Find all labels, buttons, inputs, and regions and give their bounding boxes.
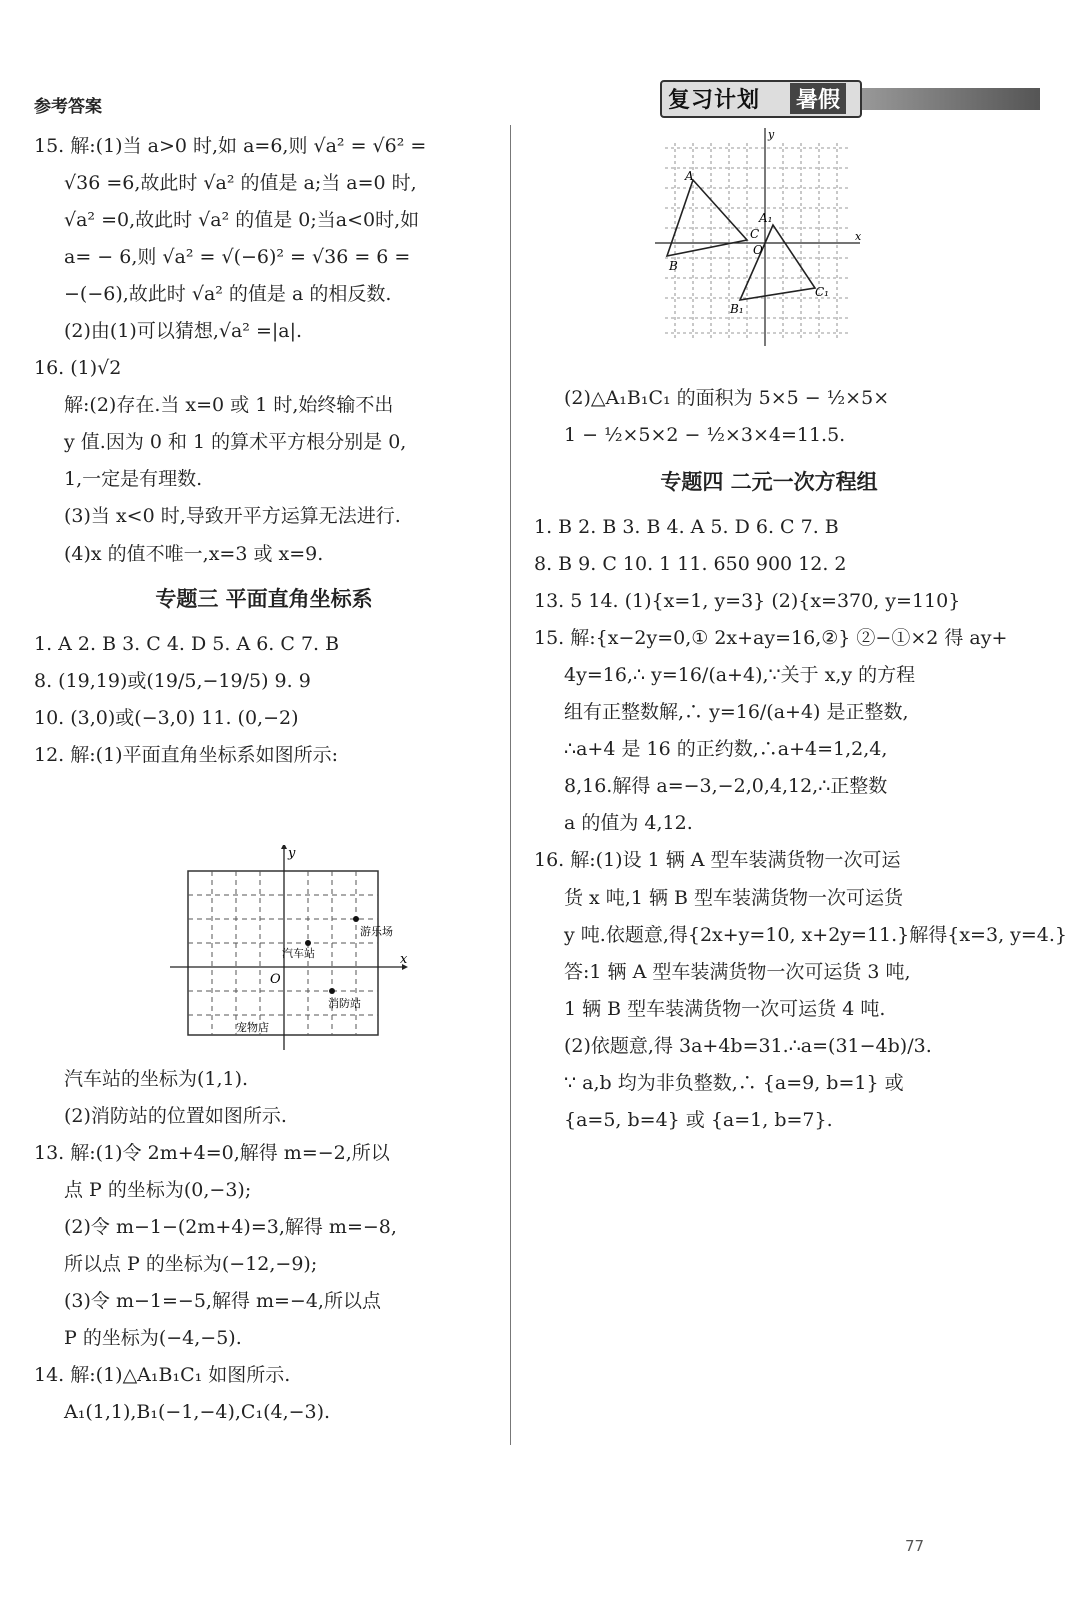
banner-decoration xyxy=(860,88,1040,110)
tri-y-label: y xyxy=(768,128,775,141)
map-figure xyxy=(170,845,415,1055)
text-line: (3)当 x<0 时,导致开平方运算无法进行. xyxy=(64,505,401,528)
y-label: y xyxy=(288,846,296,861)
label-o: O xyxy=(753,243,763,257)
text-line: 1. B 2. B 3. B 4. A 5. D 6. C 7. B xyxy=(534,516,839,539)
text-line: (2)依题意,得 3a+4b=31.∴a=(31−4b)/3. xyxy=(564,1034,932,1057)
text-line: 1. A 2. B 3. C 4. D 5. A 6. C 7. B xyxy=(34,632,340,655)
text-line: {a=5, b=4} 或 {a=1, b=7}. xyxy=(564,1108,833,1131)
text-line: √36 =6,故此时 √a² 的值是 a;当 a=0 时, xyxy=(64,172,417,195)
x-label: x xyxy=(400,952,408,967)
label-c1: C₁ xyxy=(815,285,829,299)
text-line: 4y=16,∴ y=16/(a+4),∵关于 x,y 的方程 xyxy=(564,664,916,687)
left-column xyxy=(34,128,494,774)
left-column-lower xyxy=(34,1061,494,1431)
section-title-3: 专题三 平面直角坐标系 xyxy=(155,586,373,611)
text-line: A₁(1,1),B₁(−1,−4),C₁(4,−3). xyxy=(64,1401,331,1424)
text-line: (2)消防站的位置如图所示. xyxy=(64,1105,287,1128)
text-line: 10. (3,0)或(−3,0) 11. (0,−2) xyxy=(34,706,299,729)
text-line: 点 P 的坐标为(0,−3); xyxy=(64,1179,252,1202)
text-line: 组有正整数解,∴ y=16/(a+4) 是正整数, xyxy=(564,701,909,724)
triangle-abc xyxy=(667,180,747,256)
text-line: 汽车站的坐标为(1,1). xyxy=(64,1068,249,1090)
text-line: 15. 解:{x−2y=0,① 2x+ay=16,②} ②−①×2 得 ay+ xyxy=(534,627,1008,650)
triangle-figure xyxy=(655,128,865,348)
text-line: 14. 解:(1)△A₁B₁C₁ 如图所示. xyxy=(34,1364,291,1387)
y-arrow xyxy=(281,845,287,849)
column-divider xyxy=(510,125,511,1445)
text-line: 8. B 9. C 10. 1 11. 650 900 12. 2 xyxy=(534,553,847,576)
right-column xyxy=(534,380,1068,1139)
text-line: (2)△A₁B₁C₁ 的面积为 5×5 − ½×5× xyxy=(564,387,890,409)
label-a1: A₁ xyxy=(759,211,773,225)
fire-station-dot xyxy=(329,988,335,994)
title-banner xyxy=(660,80,1030,116)
banner-subtitle: 暑假 xyxy=(790,83,846,114)
text-line: ∵ a,b 均为非负整数,∴ {a=9, b=1} 或 xyxy=(564,1071,904,1094)
bus-label: 汽车站 xyxy=(282,947,315,960)
text-line: 15. 解:(1)当 a>0 时,如 a=6,则 √a² = √6² = xyxy=(34,135,427,157)
text-line: (3)令 m−1=−5,解得 m=−4,所以点 xyxy=(64,1290,381,1313)
banner-title: 复习计划 xyxy=(668,88,761,113)
text-line: (4)x 的值不唯一,x=3 或 x=9. xyxy=(64,542,324,565)
text-line: 8,16.解得 a=−3,−2,0,4,12,∴正整数 xyxy=(564,775,888,798)
park-label: 游乐场 xyxy=(360,925,393,938)
text-line: P 的坐标为(−4,−5). xyxy=(64,1327,242,1350)
label-b1: B₁ xyxy=(730,302,744,316)
text-line: (2)令 m−1−(2m+4)=3,解得 m=−8, xyxy=(64,1216,397,1239)
text-line: 12. 解:(1)平面直角坐标系如图所示: xyxy=(34,743,338,766)
pet-label: 宠物店 xyxy=(236,1021,269,1034)
section-title-4: 专题四 二元一次方程组 xyxy=(660,470,878,495)
origin-label: O xyxy=(270,972,281,987)
text-line: 所以点 P 的坐标为(−12,−9); xyxy=(64,1253,318,1276)
text-line: 16. 解:(1)设 1 辆 A 型车装满货物一次可运 xyxy=(534,849,901,872)
text-line: 1 辆 B 型车装满货物一次可运货 4 吨. xyxy=(564,997,886,1020)
text-line: 8. (19,19)或(19/5,−19/5) 9. 9 xyxy=(34,669,311,692)
text-line: 解:(2)存在.当 x=0 或 1 时,始终输不出 xyxy=(64,394,394,417)
text-line: (2)由(1)可以猜想,√a² =|a|. xyxy=(64,320,303,343)
text-line: 13. 解:(1)令 2m+4=0,解得 m=−2,所以 xyxy=(34,1142,390,1165)
text-line: √a² =0,故此时 √a² 的值是 0;当a<0时,如 xyxy=(64,209,420,232)
park-dot xyxy=(353,916,359,922)
text-line: a= − 6,则 √a² = √(−6)² = √36 = 6 = xyxy=(64,246,411,269)
header-label: 参考答案 xyxy=(34,97,102,117)
text-line: 13. 5 14. (1){x=1, y=3} (2){x=370, y=110} xyxy=(534,590,961,613)
text-line: 货 x 吨,1 辆 B 型车装满货物一次可运货 xyxy=(564,886,904,909)
fire-label: 消防站 xyxy=(328,997,361,1010)
text-line: 答:1 辆 A 型车装满货物一次可运货 3 吨, xyxy=(564,960,911,983)
bus-station-dot xyxy=(305,940,311,946)
text-line: 16. (1)√2 xyxy=(34,357,122,380)
label-c: C xyxy=(750,227,760,241)
text-line: y 吨.依题意,得{2x+y=10, x+2y=11.}解得{x=3, y=4.} xyxy=(564,923,1068,946)
tri-x-label: x xyxy=(855,230,862,243)
text-line: −(−6),故此时 √a² 的值是 a 的相反数. xyxy=(64,283,392,306)
label-b: B xyxy=(669,259,678,273)
text-line: 1,一定是有理数. xyxy=(64,468,203,491)
text-line: ∴a+4 是 16 的正约数,∴a+4=1,2,4, xyxy=(564,738,888,761)
page-number: 77 xyxy=(905,1537,925,1555)
text-line: 1 − ½×5×2 − ½×3×4=11.5. xyxy=(564,424,846,447)
label-a: A xyxy=(685,169,694,183)
text-line: a 的值为 4,12. xyxy=(564,812,693,835)
text-line: y 值.因为 0 和 1 的算术平方根分别是 0, xyxy=(64,431,407,454)
